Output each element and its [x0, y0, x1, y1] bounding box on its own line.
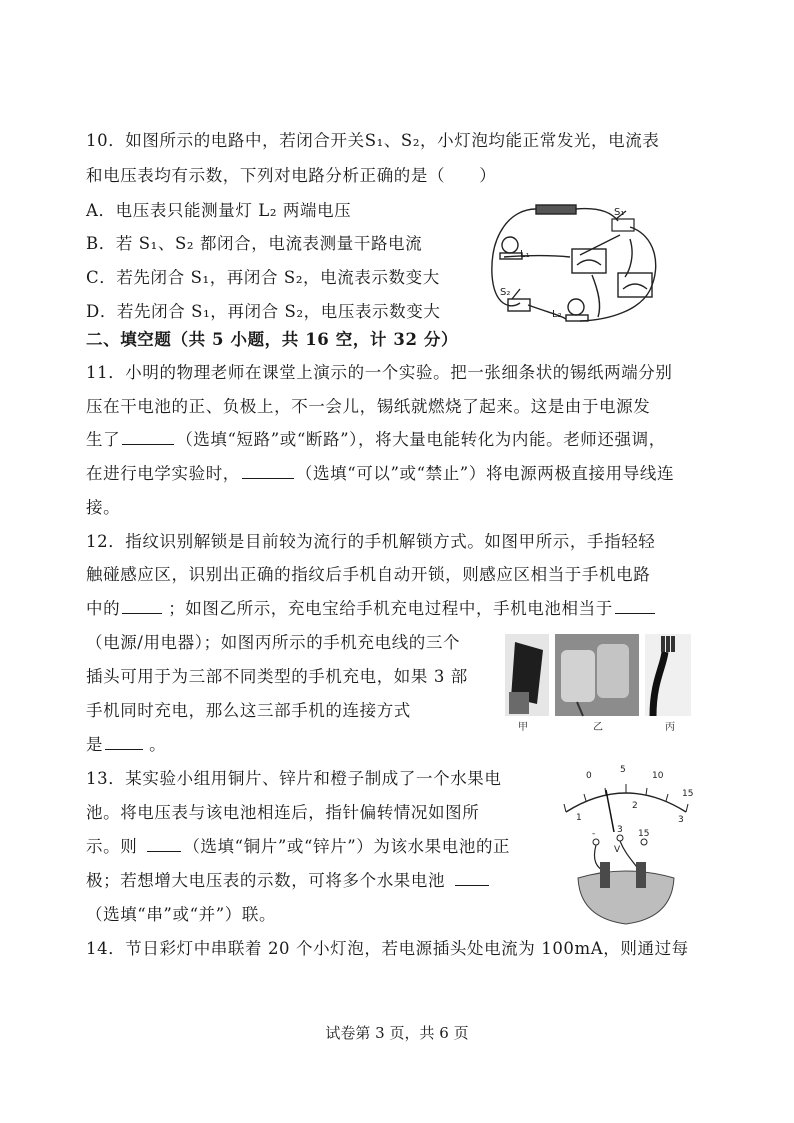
zinc-plate	[636, 862, 646, 888]
q12-line-3-a: 中的	[86, 599, 121, 618]
copper-plate	[600, 862, 610, 888]
label-l1: L₁	[520, 249, 530, 260]
tick-bottom-1: 1	[576, 813, 582, 823]
ammeter	[572, 249, 606, 273]
q12-line-7	[86, 734, 166, 756]
q13-blank-2[interactable]	[455, 871, 489, 886]
q10-circuit-figure	[480, 195, 670, 335]
q10-option-b: B．若 S₁、S₂ 都闭合，电流表测量干路电流	[86, 234, 423, 253]
q13-line-5: （选填“串”或“并”）联。	[86, 905, 277, 924]
terminal-minus	[593, 839, 599, 845]
tick-top-0: 0	[586, 771, 592, 781]
q11-blank-2[interactable]	[242, 464, 294, 479]
q12-line-6: 手机同时充电，那么这三部手机的连接方式	[86, 701, 411, 720]
tick-top-15: 15	[682, 789, 694, 799]
voltmeter	[618, 273, 652, 297]
q12-line-3-b: ；如图乙所示，充电宝给手机充电过程中，手机电池相当于	[168, 599, 613, 618]
q11-blank-1[interactable]	[122, 430, 174, 445]
power-bank-image	[561, 650, 595, 702]
terminal-label-3: 3	[617, 825, 623, 835]
label-l2: L₂	[552, 309, 562, 320]
q12-photo-strip	[503, 632, 693, 734]
q11-line-4-a: 在进行电学实验时，	[86, 464, 240, 483]
orange-image	[578, 871, 674, 924]
q13-voltmeter-figure	[556, 760, 696, 940]
terminal-label-minus: -	[592, 829, 596, 839]
label-s2: S₂	[500, 287, 511, 298]
q10-stem-line-2: 和电压表均有示数，下列对电路分析正确的是（ ）	[86, 166, 497, 185]
q12-line-7-a: 是	[86, 735, 104, 754]
q14-line-1: 14．节日彩灯中串联着 20 个小灯泡，若电源插头处电流为 100mA，则通过每	[86, 939, 689, 958]
q12-line-5: 插头可用于为三部不同类型的手机充电，如果 3 部	[86, 667, 468, 686]
q13-line-1: 13．某实验小组用铜片、锌片和橙子制成了一个水果电	[86, 769, 502, 788]
q11-line-5: 接。	[86, 498, 121, 517]
q11-line-4	[86, 463, 674, 485]
q13-line-2: 池。将电压表与该电池相连后，指针偏转情况如图所	[86, 803, 480, 822]
q12-line-7-b: 。	[149, 735, 167, 754]
q11-line-4-b: （选填“可以”或“禁止”）将电源两极直接用导线连	[295, 464, 675, 483]
q10-option-a: A．电压表只能测量灯 L₂ 两端电压	[86, 201, 352, 220]
q12-blank-3[interactable]	[105, 735, 143, 750]
meter-scale	[566, 793, 686, 812]
q12-line-1: 12．指纹识别解锁是目前较为流行的手机解锁方式。如图甲所示，手指轻轻	[86, 532, 656, 551]
tick-bottom-3: 3	[678, 815, 684, 825]
tick-bottom-2: 2	[632, 801, 638, 811]
q11-line-1: 11．小明的物理老师在课堂上演示的一个实验。把一张细条状的锡纸两端分别	[86, 363, 673, 382]
battery	[536, 205, 576, 214]
label-bing: 丙	[665, 722, 675, 733]
q10-option-c: C．若先闭合 S₁，再闭合 S₂，电流表示数变大	[86, 268, 440, 287]
q13-line-3-b: （选填“铜片”或“锌片”）为该水果电池的正	[183, 837, 511, 856]
q12-blank-2[interactable]	[615, 599, 655, 614]
lamp-l1	[502, 237, 518, 253]
terminal-15	[641, 839, 647, 845]
terminal-label-15: 15	[638, 829, 650, 839]
q13-line-4	[86, 870, 491, 892]
q11-line-3-b: （选填“短路”或“断路”），将大量电能转化为内能。老师还强调，	[176, 430, 666, 449]
lamp-l2	[568, 299, 584, 315]
section-2-title: 二、填空题（共 5 小题，共 16 空，计 32 分）	[86, 330, 459, 349]
q11-line-3	[86, 429, 666, 451]
q13-line-4-a: 极；若想增大电压表的示数，可将多个水果电池	[86, 871, 446, 890]
page-footer: 试卷第 3 页，共 6 页	[325, 1024, 469, 1042]
q10-option-d: D．若先闭合 S₁，再闭合 S₂，电压表示数变大	[86, 302, 441, 321]
meter-needle	[606, 790, 614, 832]
q12-blank-1[interactable]	[122, 599, 162, 614]
q12-line-3	[86, 598, 657, 620]
q13-line-3	[86, 836, 510, 858]
label-yi: 乙	[593, 722, 603, 733]
q12-line-4: （电源/用电器）；如图丙所示的手机充电线的三个	[86, 633, 461, 652]
q11-line-3-a: 生了	[86, 430, 121, 449]
tick-top-10: 10	[652, 771, 664, 781]
q10-stem-line-1: 10．如图所示的电路中，若闭合开关S₁、S₂，小灯泡均能正常发光，电流表	[86, 131, 660, 150]
q13-line-3-a: 示。则	[86, 837, 138, 856]
q11-line-2: 压在干电池的正、负极上，不一会儿，锡纸就燃烧了起来。这是由于电源发	[86, 397, 651, 416]
label-jia: 甲	[518, 722, 528, 733]
label-s1: S₁	[614, 207, 625, 218]
q13-blank-1[interactable]	[147, 837, 181, 852]
tick-top-5: 5	[620, 765, 626, 775]
meter-unit: V	[614, 845, 621, 855]
q12-line-2: 触碰感应区，识别出正确的指纹后手机自动开锁，则感应区相当于手机电路	[86, 565, 651, 584]
terminal-3	[617, 835, 623, 841]
